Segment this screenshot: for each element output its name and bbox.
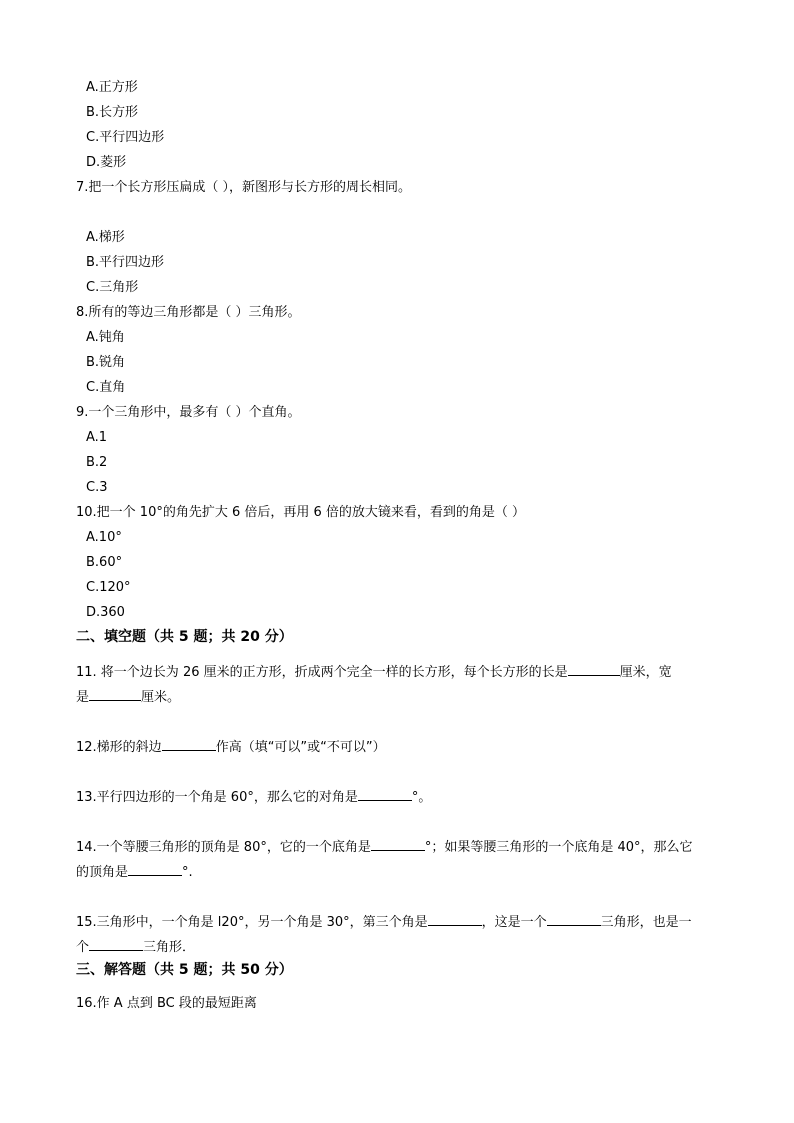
q7-option-b: B.平行四边形 <box>86 255 165 270</box>
q14-text-d: °. <box>182 865 193 880</box>
q15-blank-type-1[interactable] <box>547 913 601 926</box>
q15-blank-third-angle[interactable] <box>428 913 482 926</box>
q12-text-b: 作高（填“可以”或“不可以”） <box>215 740 386 755</box>
q15-line-1 <box>76 913 692 931</box>
q10-option-c: C.120° <box>86 580 131 595</box>
q9-option-a: A.1 <box>86 430 108 445</box>
q11-text-d: 厘米。 <box>141 690 181 705</box>
q16-stem: 16.作 A 点到 BC 段的最短距离 <box>76 996 257 1011</box>
q15-text-a: 15.三角形中，一个角是 l20°，另一个角是 30°，第三个角是 <box>76 915 428 930</box>
q11-text-c: 是 <box>76 690 90 705</box>
q13-text-b: °。 <box>411 790 432 805</box>
q8-stem: 8.所有的等边三角形都是（ ）三角形。 <box>76 305 301 320</box>
q15-text-b: ，这是一个 <box>481 915 547 930</box>
q7-stem: 7.把一个长方形压扁成（ ），新图形与长方形的周长相同。 <box>76 180 412 195</box>
q9-option-c: C.3 <box>86 480 108 495</box>
q11-text-a: 11. 将一个边长为 26 厘米的正方形，折成两个完全一样的长方形，每个长方形的长是 <box>76 665 568 680</box>
q15-line-2 <box>76 938 195 956</box>
q10-option-a: A.10° <box>86 530 122 545</box>
q10-option-d: D.360 <box>86 605 125 620</box>
q8-option-c: C.直角 <box>86 380 126 395</box>
q11-blank-width[interactable] <box>89 688 141 701</box>
q6-option-b: B.长方形 <box>86 105 139 120</box>
q15-blank-type-2[interactable] <box>89 938 143 951</box>
q11-blank-length[interactable] <box>568 663 620 676</box>
q15-text-c: 三角形，也是一 <box>600 915 692 930</box>
q13-text-a: 13.平行四边形的一个角是 60°，那么它的对角是 <box>76 790 358 805</box>
q9-stem: 9.一个三角形中，最多有（ ）个直角。 <box>76 405 301 420</box>
q12-blank[interactable] <box>162 738 216 751</box>
q8-option-b: B.锐角 <box>86 355 126 370</box>
q11-text-b: 厘米，宽 <box>619 665 672 680</box>
q13-blank[interactable] <box>358 788 412 801</box>
q15-text-e: 三角形． <box>143 940 196 955</box>
q10-option-b: B.60° <box>86 555 123 570</box>
q12-line <box>76 738 386 756</box>
q6-option-a: A.正方形 <box>86 80 138 95</box>
q11-line-2 <box>76 688 180 706</box>
q11-line-1 <box>76 663 672 681</box>
q7-option-a: A.梯形 <box>86 230 125 245</box>
q12-text-a: 12.梯形的斜边 <box>76 740 162 755</box>
section-3-heading: 三、解答题（共 5 题；共 50 分） <box>76 962 293 978</box>
q7-option-c: C.三角形 <box>86 280 139 295</box>
q9-option-b: B.2 <box>86 455 108 470</box>
q14-blank-apex-angle[interactable] <box>128 863 182 876</box>
section-2-heading: 二、填空题（共 5 题；共 20 分） <box>76 629 293 645</box>
q6-option-c: C.平行四边形 <box>86 130 165 145</box>
q8-option-a: A.钝角 <box>86 330 125 345</box>
q14-text-c: 的顶角是 <box>76 865 129 880</box>
q14-line-1 <box>76 838 693 856</box>
q6-option-d: D.菱形 <box>86 155 127 170</box>
q14-blank-base-angle[interactable] <box>371 838 425 851</box>
q14-text-a: 14.一个等腰三角形的顶角是 80°，它的一个底角是 <box>76 840 371 855</box>
q15-text-d: 个 <box>76 940 90 955</box>
q13-line <box>76 788 431 806</box>
q14-line-2 <box>76 863 193 881</box>
q14-text-b: °；如果等腰三角形的一个底角是 40°，那么它 <box>424 840 693 855</box>
q10-stem: 10.把一个 10°的角先扩大 6 倍后，再用 6 倍的放大镜来看，看到的角是（ ） <box>76 505 526 520</box>
